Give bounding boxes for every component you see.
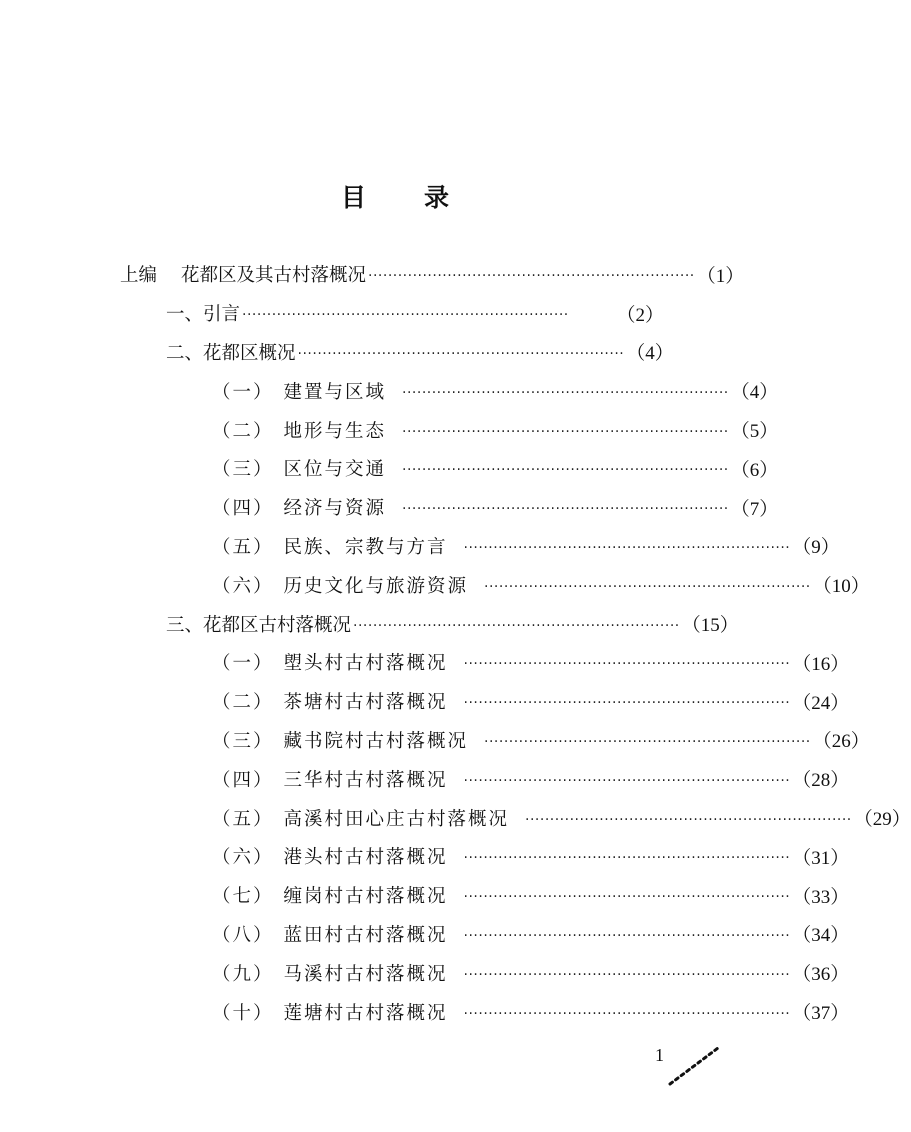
toc-entry-page: （7） xyxy=(730,498,779,520)
leader-dots: ·································································· xyxy=(463,889,791,906)
toc-entry[interactable] xyxy=(0,410,790,449)
leader-dots: ·································································· xyxy=(353,617,680,634)
toc-entry-page: （4） xyxy=(730,382,779,404)
toc-entry-label: （二） 茶塘村古村落概况 xyxy=(212,692,448,714)
leader-dots: ·································································· xyxy=(402,462,729,479)
toc-entry[interactable] xyxy=(0,371,790,410)
page-number: 1 xyxy=(655,1045,664,1065)
toc-entry-label: （一） 建置与区域 xyxy=(212,381,387,403)
toc-entry-page: （5） xyxy=(730,421,779,443)
toc-entry-label: （九） 马溪村古村落概况 xyxy=(212,963,448,985)
dotted-line-decoration xyxy=(664,1042,724,1092)
toc-entry[interactable] xyxy=(0,682,850,721)
toc-entry[interactable] xyxy=(0,255,790,294)
leader-dots: ·································································· xyxy=(368,268,695,285)
toc-entry[interactable] xyxy=(0,798,911,837)
toc-entry-page: （26） xyxy=(812,731,870,753)
leader-dots: ·································································· xyxy=(402,384,729,401)
title-char-1: 目 xyxy=(340,183,366,212)
toc-entry-label: （八） 蓝田村古村落概况 xyxy=(212,924,448,946)
toc-entry-page: （31） xyxy=(792,847,850,869)
leader-dots: ·································································· xyxy=(484,733,811,750)
leader-dots: ·································································· xyxy=(525,811,852,828)
toc-entry-page: （29） xyxy=(853,809,911,831)
toc-entry[interactable] xyxy=(0,527,840,566)
toc-entry-page: （4） xyxy=(626,343,674,365)
toc-entry-label: （四） 三华村古村落概况 xyxy=(212,769,448,791)
leader-dots: ·································································· xyxy=(463,656,791,673)
leader-dots: ·································································· xyxy=(463,772,791,789)
toc-entry[interactable] xyxy=(0,488,790,527)
toc-entry[interactable] xyxy=(0,604,790,643)
toc-entry-label: （三） 藏书院村古村落概况 xyxy=(212,730,469,752)
toc-entry-page: （10） xyxy=(812,576,870,598)
toc-entry-page: （24） xyxy=(792,692,850,714)
toc-entry[interactable] xyxy=(0,876,850,915)
toc-entry-label: （一） 塱头村古村落概况 xyxy=(212,653,448,675)
toc-entry[interactable] xyxy=(0,333,790,372)
table-of-contents xyxy=(0,255,911,1031)
toc-entry-label: （五） 高溪村田心庄古村落概况 xyxy=(212,808,510,830)
toc-entry-label: （七） 缠岗村古村落概况 xyxy=(212,886,448,908)
toc-entry-label: 二、花都区概况 xyxy=(166,342,296,364)
toc-entry-page: （16） xyxy=(792,653,850,675)
leader-dots: ·································································· xyxy=(297,345,625,362)
toc-entry-page: （9） xyxy=(792,537,840,559)
leader-dots: ·································································· xyxy=(463,927,791,944)
leader-dots: ·································································· xyxy=(484,578,811,595)
toc-entry[interactable] xyxy=(0,565,870,604)
title-char-2: 录 xyxy=(424,183,450,212)
toc-entry-label: （六） 历史文化与旅游资源 xyxy=(212,575,469,597)
toc-entry-page: （6） xyxy=(730,459,779,481)
toc-entry-label: 一、引言 xyxy=(166,304,241,326)
toc-entry[interactable] xyxy=(0,449,790,488)
toc-entry-label: （二） 地形与生态 xyxy=(212,420,387,442)
toc-entry-label: （五） 民族、宗教与方言 xyxy=(212,536,448,558)
leader-dots: ·································································· xyxy=(463,695,791,712)
toc-entry-page: （1） xyxy=(696,265,745,287)
leader-dots: ·································································· xyxy=(463,850,791,867)
toc-entry[interactable] xyxy=(0,294,790,333)
toc-entry[interactable] xyxy=(0,759,850,798)
leader-dots: ·································································· xyxy=(463,539,791,556)
toc-entry-label: （十） 莲塘村古村落概况 xyxy=(212,1002,448,1024)
toc-entry[interactable] xyxy=(0,721,870,760)
toc-entry[interactable] xyxy=(0,953,850,992)
toc-entry[interactable] xyxy=(0,643,850,682)
leader-dots: ·································································· xyxy=(463,1005,791,1022)
toc-entry-page: （2） xyxy=(616,304,664,326)
leader-dots: ·································································· xyxy=(402,501,729,518)
toc-entry-page: （36） xyxy=(792,964,850,986)
toc-entry[interactable] xyxy=(0,837,850,876)
toc-entry[interactable] xyxy=(0,915,850,954)
toc-entry-label: （六） 港头村古村落概况 xyxy=(212,847,448,869)
toc-entry-page: （33） xyxy=(792,886,850,908)
toc-entry-label: （四） 经济与资源 xyxy=(212,498,387,520)
leader-dots: ·································································· xyxy=(242,307,569,324)
toc-entry[interactable] xyxy=(0,992,850,1031)
toc-entry-label: 上编 花都区及其古村落概况 xyxy=(120,265,367,287)
toc-entry-page: （15） xyxy=(681,615,739,637)
toc-entry-label: （三） 区位与交通 xyxy=(212,459,387,481)
toc-entry-page: （37） xyxy=(792,1003,850,1025)
toc-entry-label: 三、花都区古村落概况 xyxy=(166,614,352,636)
toc-entry-page: （28） xyxy=(792,770,850,792)
page-title xyxy=(0,178,790,214)
toc-entry-page: （34） xyxy=(792,925,850,947)
leader-dots: ·································································· xyxy=(402,423,729,440)
leader-dots: ·································································· xyxy=(463,966,791,983)
